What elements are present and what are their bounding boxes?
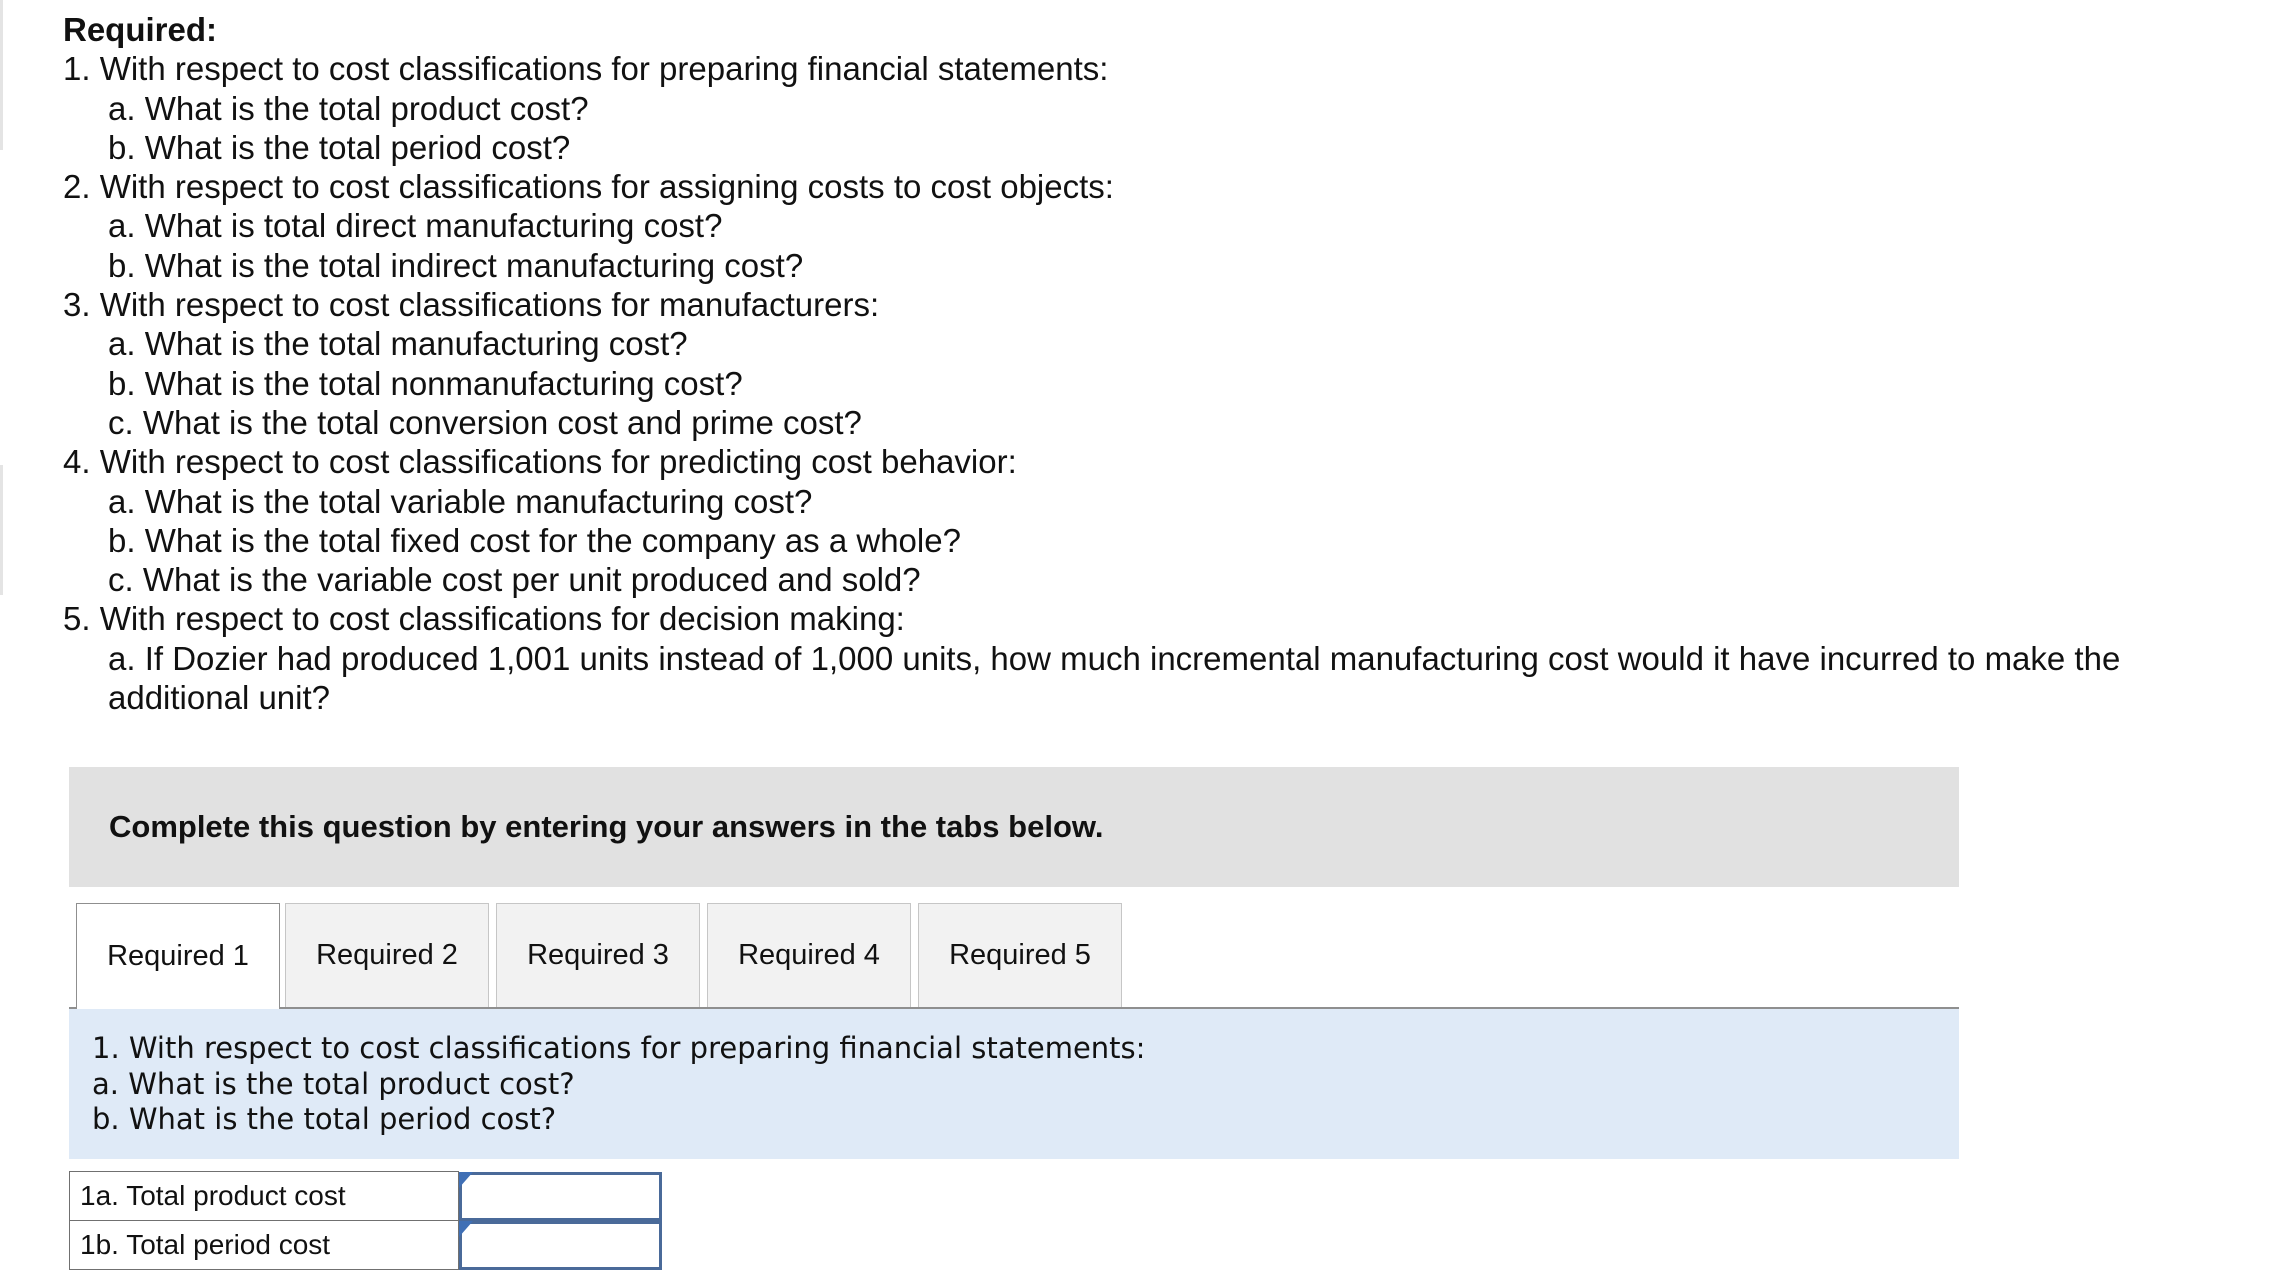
question-3a: a. What is the total manufacturing cost? [108, 325, 688, 363]
question-4c: c. What is the variable cost per unit produced and sold? [108, 561, 921, 599]
table-row [70, 1172, 663, 1221]
question-2: 2. With respect to cost classifications for assigning costs to cost objects: [63, 168, 1114, 206]
question-5: 5. With respect to cost classifications for decision making: [63, 600, 905, 638]
required-heading: Required: [63, 11, 218, 48]
tab-instructions [69, 1009, 1959, 1159]
tab-required-2[interactable]: Required 2 [285, 903, 489, 1007]
instructions-banner-text: Complete this question by entering your answers in the tabs below. [109, 809, 1104, 844]
question-3c: c. What is the total conversion cost and prime cost? [108, 403, 862, 441]
question-4: 4. With respect to cost classifications for predicting cost behavior: [63, 443, 1017, 481]
tab-bar [69, 903, 1959, 1009]
question-4b: b. What is the total fixed cost for the company as a whole? [108, 521, 961, 559]
total-product-cost-cell [459, 1172, 663, 1221]
instructions-banner [69, 767, 1959, 887]
question-4a: a. What is the total variable manufacturing cost? [108, 482, 813, 520]
total-period-cost-label: 1b. Total period cost [70, 1221, 459, 1270]
question-1: 1. With respect to cost classifications for preparing financial statements: [63, 50, 1109, 88]
tab-instructions-line: 1. With respect to cost classifications for preparing financial statements: [92, 1031, 1146, 1065]
question-1a: a. What is the total product cost? [108, 89, 589, 127]
left-edge-rule [0, 465, 3, 595]
question-1b: b. What is the total period cost? [108, 128, 571, 166]
question-2b: b. What is the total indirect manufacturing cost? [108, 246, 804, 284]
total-product-cost-input[interactable] [459, 1172, 662, 1221]
answer-table [69, 1171, 663, 1270]
tab-instructions-line: b. What is the total period cost? [92, 1102, 557, 1136]
left-edge-rule [0, 0, 3, 150]
required-questions [63, 10, 2223, 717]
question-3: 3. With respect to cost classifications for manufacturers: [63, 286, 880, 324]
question-2a: a. What is total direct manufacturing cost? [108, 207, 723, 245]
tab-required-1[interactable]: Required 1 [76, 903, 280, 1009]
tab-required-5[interactable]: Required 5 [918, 903, 1122, 1007]
question-3b: b. What is the total nonmanufacturing cost? [108, 364, 743, 402]
tab-required-4[interactable]: Required 4 [707, 903, 911, 1007]
total-period-cost-cell [459, 1221, 663, 1270]
total-period-cost-input[interactable] [459, 1221, 662, 1270]
table-row [70, 1221, 663, 1270]
tab-instructions-line: a. What is the total product cost? [92, 1066, 575, 1101]
total-product-cost-label: 1a. Total product cost [70, 1172, 459, 1221]
tab-required-3[interactable]: Required 3 [496, 903, 700, 1007]
question-5a: a. If Dozier had produced 1,001 units instead of 1,000 units, how much incremental manufacturing cost would it have incurred to make the additional unit? [108, 639, 2121, 717]
